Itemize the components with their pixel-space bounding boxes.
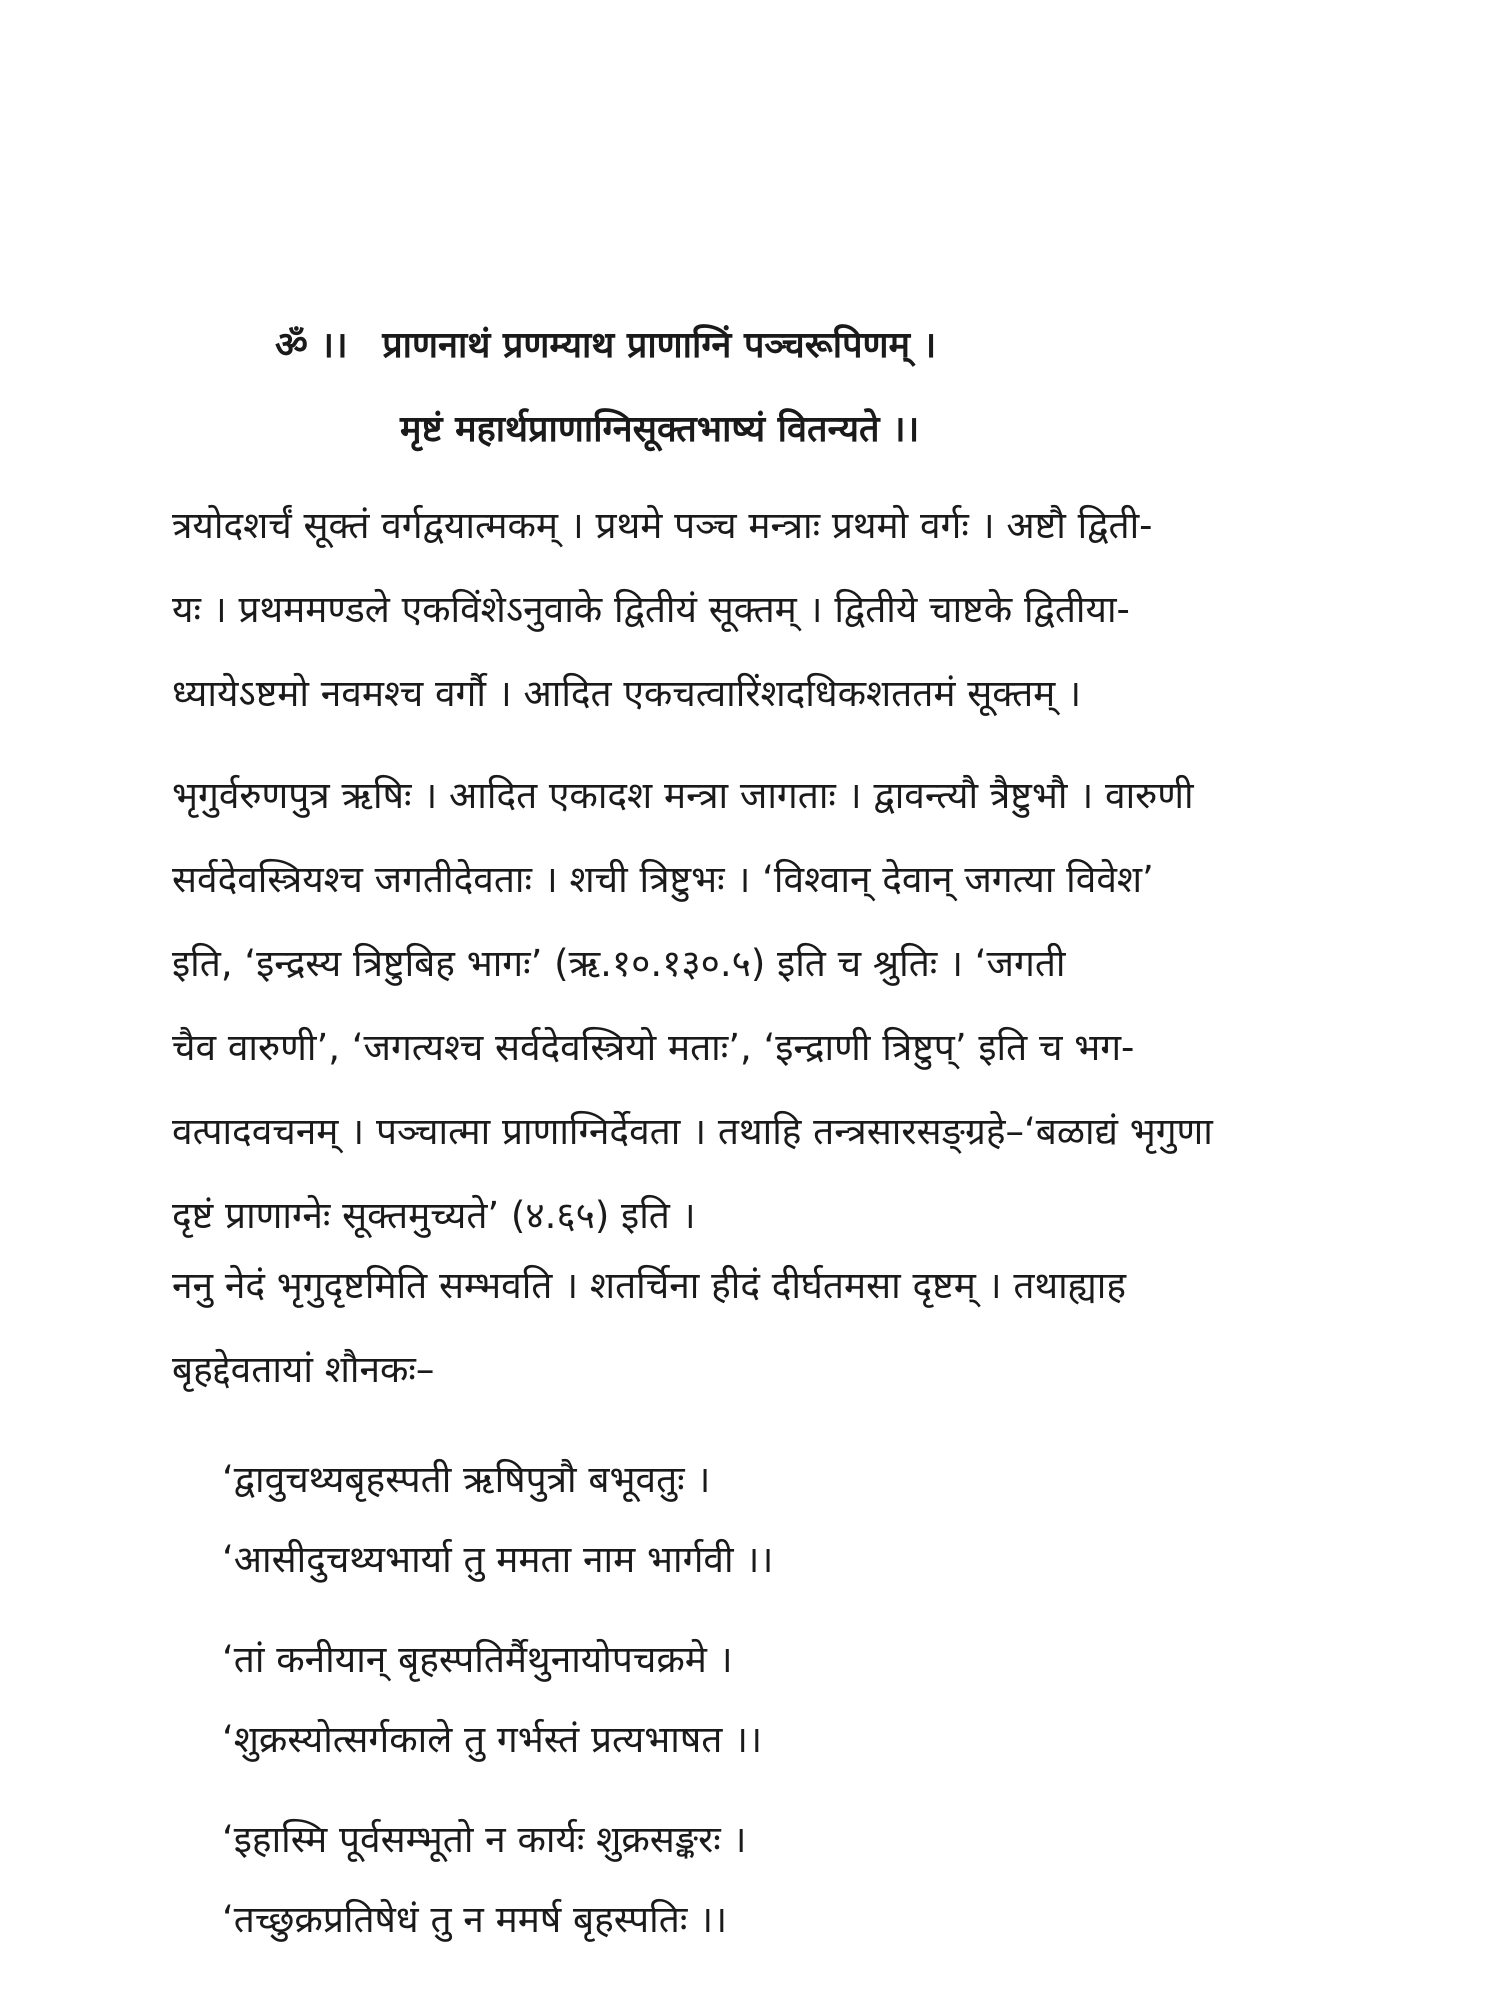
verse-line: ‘तच्छुक्रप्रतिषेधं तु न ममर्ष बृहस्पतिः ।।	[222, 1898, 728, 1941]
invocation-text-1: प्राणनाथं प्रणम्याथ प्राणाग्निं पञ्चरूपिणम् ।	[382, 325, 937, 366]
paragraph-line: दृष्टं प्राणाग्नेः सूक्तमुच्यते’ (४.६५) इति ।	[172, 1194, 696, 1237]
paragraph-line: भृगुर्वरुणपुत्र ऋषिः । आदित एकादश मन्त्रा जागताः । द्वावन्त्यौ त्रैष्टुभौ । वारुणी	[172, 774, 1194, 817]
verse-line: ‘द्वावुचथ्यबृहस्पती ऋषिपुत्रौ बभूवतुः ।	[222, 1458, 711, 1501]
verse-line: ‘आसीदुचथ्यभार्या तु ममता नाम भार्गवी ।।	[222, 1538, 774, 1581]
paragraph-line: ननु नेदं भृगुदृष्टमिति सम्भवति । शतर्चिना हीदं दीर्घतमसा दृष्टम् । तथाह्याह	[172, 1264, 1127, 1307]
paragraph-line: त्रयोदशर्चं सूक्तं वर्गद्वयात्मकम् । प्रथमे पञ्च मन्त्राः प्रथमो वर्गः । अष्टौ द्विती-	[172, 504, 1153, 547]
paragraph-line: चैव वारुणी’, ‘जगत्यश्च सर्वदेवस्त्रियो मताः’, ‘इन्द्राणी त्रिष्टुप्’ इति च भग-	[172, 1026, 1135, 1069]
paragraph-line: सर्वदेवस्त्रियश्च जगतीदेवताः । शची त्रिष्टुभः । ‘विश्वान् देवान् जगत्या विवेश’	[172, 858, 1154, 901]
om-symbol: ॐ ।।	[275, 325, 348, 366]
paragraph-line: वत्पादवचनम् । पञ्चात्मा प्राणाग्निर्देवता । तथाहि तन्त्रसारसङ्ग्रहे–‘बळाद्यं भृगुणा	[172, 1110, 1213, 1153]
verse-2	[222, 1620, 762, 1780]
paragraph-3	[172, 1244, 1342, 1412]
invocation-line-1	[275, 322, 936, 370]
paragraph-2	[172, 754, 1342, 1258]
paragraph-line: ध्यायेऽष्टमो नवमश्च वर्गौ । आदित एकचत्वारिंशदधिकशततमं सूक्तम् ।	[172, 672, 1082, 715]
verse-line: ‘तां कनीयान् बृहस्पतिर्मैथुनायोपचक्रमे ।	[222, 1638, 733, 1681]
paragraph-1	[172, 484, 1342, 736]
verse-line: ‘इहास्मि पूर्वसम्भूतो न कार्यः शुक्रसङ्करः ।	[222, 1818, 747, 1861]
verse-1	[222, 1440, 773, 1600]
paragraph-line: यः । प्रथममण्डले एकविंशेऽनुवाके द्वितीयं सूक्तम् । द्वितीये चाष्टके द्वितीया-	[172, 588, 1130, 631]
paragraph-line: बृहद्देवतायां शौनकः–	[172, 1348, 435, 1391]
verse-line: ‘शुक्रस्योत्सर्गकाले तु गर्भस्तं प्रत्यभाषत ।।	[222, 1718, 763, 1761]
paragraph-line: इति, ‘इन्द्रस्य त्रिष्टुबिह भागः’ (ऋ.१०.१३०.५) इति च श्रुतिः । ‘जगती	[172, 942, 1066, 985]
verse-3	[222, 1800, 747, 1960]
invocation-line-2	[400, 406, 919, 454]
invocation-text-2: मृष्टं महार्थप्राणाग्निसूक्तभाष्यं वितन्यते ।।	[400, 409, 920, 450]
